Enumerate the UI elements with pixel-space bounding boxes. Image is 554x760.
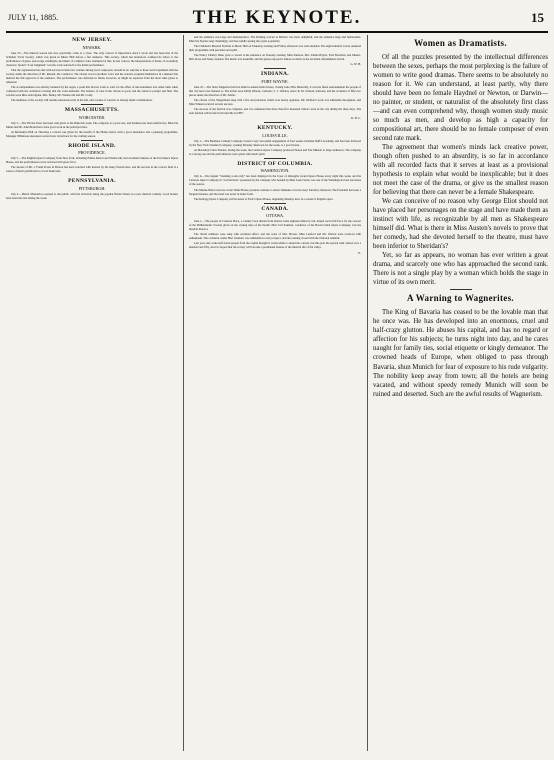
article-signature: E. — [358, 250, 361, 255]
article — [6, 143, 178, 177]
article-paragraph: The agreement that women's minds lack creative power, though often pushed to an absurdity, is so far in accordance with all recorded facts that it serves at least as a provisional hypothesis to explain what would be inexplicable; but it does not meet the case of the drama, or give us the smallest reason for believing that there can never be a female Shakespeare. — [373, 144, 548, 197]
article-dateline: PROVIDENCE. — [78, 150, 106, 156]
article-paragraph: July 4.—Harris' Museum re-opened to the public, with the attraction being the popular Harris Sisters in a new musical comedy. Good houses have been the rule during the week. — [6, 191, 178, 200]
article-dateline: OTTAWA. — [265, 213, 285, 219]
issue-date: JULY 11, 1885. — [8, 13, 59, 22]
column-middle — [189, 35, 361, 751]
article-paragraph: Yet, so far as appears, no woman has ever written a great drama, and scarcely one who has approached the second rank. There is not a single play by a woman which holds the stage in virtue of its own merit. — [373, 252, 548, 287]
article-dateline: WASHINGTON. — [260, 168, 290, 174]
article — [6, 107, 178, 141]
article-paragraph: The King of Bavaria has ceased to be the lovable man that he once was. He has developed into an enormous, cruel and half-crazy glutton. He abuses his capital, and has no regard or affection for his subjects; he turns night into day, and he cares naught for family ties, social etiquette or kingly demeanor. The crowned heads of Europe, when obliged to pass through Bavaria, shun Munich for fear of exposure to his rude vulgarity. The nobility keep away from town; all the hotels are being vacated, and without speedy remedy Munich will soon be ruined and deserted. Such are the awful results of Wagnerism. — [373, 309, 548, 398]
article-paragraph: Of all the puzzles presented by the intellectual differences between the sexes, perhaps the most perplexing is the failure of women to write good dramas. There seems to be absolutely no reason for it. We can understand, at least partly, why there should have been no female Haydnel or Newton, or Darwin—no painter, or student, or naturalist of the absolutely first class—and can even comprehend why, though women study music so much as men, and develop as high a capacity for compositional art, there should be no female composer of even second rate mark. — [373, 54, 548, 143]
article-paragraph: June 25.—The State Sängerfest held its ninth bi-annual festival here, closing June 29th. Musically, it was the finest entertainment the people of this city have ever listened to. The artists were Emily Winant, contralto; C. J. Weldon, tenor; R. M. Schwab, baritone; and the orchestra of fifty-two pieces under the direction of Mr. Zeitler. — [189, 84, 361, 97]
column-left — [6, 35, 178, 751]
article-heading: CANADA. — [261, 205, 289, 212]
masthead — [6, 4, 548, 34]
article-paragraph: July 5.—The Private Tutor has been well given at the Rink this week. The company is a good one, and business has been satisfactory. Miss Ida Mulle and Mr. John Brand have done good work in the principal rôles. — [6, 120, 178, 129]
article-paragraph: July 5.—The English Opera Company from New York, including Emma Abbott and Wentworth, had excellent business at the Providence Opera House, and the performances were received with great favor. — [6, 156, 178, 165]
article-heading: KENTUCKY. — [257, 125, 293, 132]
article-paragraph: At Mechanics Hall on Thursday a concert was given for the benefit of the Home Guard, with a good attendance and a pleasing programme. Manager Wilkinson announces several new attractions for the coming season. — [6, 129, 178, 138]
article-paragraph: That the organization has met with success in their new venture among local composers, should be no surprise to those well acquainted with the society, under the direction of Mr. Russell, the conductor. The chorus was in excellent voice and the soloists acquitted themselves in a manner that merited the full approval of the audience. The performance was deficient in finish, however, as might be expected from the short time given to rehearsal. — [6, 67, 178, 84]
section-separator — [264, 158, 286, 159]
article-heading: MASSACHUSETTS. — [64, 107, 120, 114]
article-dateline: WORCESTER. — [78, 114, 106, 120]
article-paragraph: The accompaniment was entirely rendered by the organ, a point that did not work so well, for the effect of the instrument was rather tame when compared with the orchestral coloring that the work demands. The balance of tone in the chorus is good, and the attack is prompt and firm. The soloists were Miss Ada Ogden, Mrs. Bailey, Mr. Wentworth and Mr. Conly. — [6, 84, 178, 97]
article — [189, 71, 361, 123]
section-separator — [81, 140, 103, 141]
article-paragraph: The success of the festival was complete, and it is estimated that more than five thousand visitors were in the city during the three days. The next festival will be held in Evansville in 1887. — [189, 107, 361, 116]
article — [189, 161, 361, 204]
article-paragraph: Last year only some half dozen people from the capital thought it worth while to attend the concert, but this year the special train carried over a hundred and fifty, and it is hoped that the society will become a permanent feature of the musical life of the valley. — [189, 241, 361, 250]
column-divider — [183, 35, 184, 751]
article-heading: NEW JERSEY. — [72, 37, 112, 43]
article-signature: G. W. H. — [350, 62, 361, 67]
article-paragraph: The Children's Musical Festival at Music Hall on Thursday evening and Friday afternoon was well attended. The eight hundred voices rendered their programme with precision and spirit. — [189, 44, 361, 53]
article-paragraph: The members of the society will resume rehearsals early in the fall, and a series of concerts is already under consideration. — [11, 98, 153, 103]
article-paragraph: The Nancy Charley Dano gave a concert at his residence on Tuesday evening. Miss Pandora, Mrs. Emma Baylor, Fred Bowman, and Messrs. Bell, Rose and Neely assisted. The music was beautiful, and the guests enjoyed it almost as much as the excellent refreshments served. — [189, 53, 361, 62]
column-right — [373, 35, 548, 751]
article-paragraph: and the audience was large and demonstrative. The Peaking concert at Belleve was most delightful, and the audience large and fashionable. Miss Ida Snyder sang charmingly, and has rapidly sprung into great popularity. — [189, 35, 361, 44]
article-paragraph: June 25.—The musical season has now practically come to a close. The only concert of importance since I wrote last has been that of the Schubert Vocal Society, which was given in Music Hall before a fair audience. This society, which has heretofore confined its labors to the performance of glees, part-songs, madrigals, and music of a lighter order, attempted at this, its last concert, the interpretation of music of an entirely character, Spohr's "Last Judgment" was the work selected for the initial performance. — [6, 50, 178, 67]
article — [373, 292, 548, 398]
article-paragraph: June 1.—The people of Carleton Place, a country town distant from Ottawa some eighteen miles by rail, turned out in full force for the concert of the Philharmonic Society given on the closing days of the month. Herr Carl Zeuman, conductor of the Boston Ideal Opera Company, was the musical director. — [189, 219, 361, 232]
masthead-rule — [6, 31, 548, 33]
article-paragraph: At Macauley's New Theatre, during the week, the Carleton Opera Company produced Nanon and The Mikado to large audiences. The company is a strong one and the performances were given with much spirit. — [189, 147, 361, 156]
article-heading: Women as Dramatists. — [414, 38, 507, 48]
article-dateline: LOUISVILLE. — [262, 132, 288, 138]
section-separator — [264, 203, 286, 204]
article-paragraph: July 1.—The Bandana Comedy Company closed a very successful engagement of four weeks at Daniel Duff's Academy, and has been followed by the New York Standard Company, opening Monday afternoon for the week, to a good house. — [189, 138, 361, 147]
page-number: 15 — [531, 10, 544, 25]
article-dateline: NEWARK. — [82, 44, 102, 50]
article-paragraph: July 4.—The legend "Standing room only" has been displayed in the foyer of Albaugh's Grand Opera House every night this week, and the Carleton Opera Company in "La Perichole" presented by the company who headed by Miss Laura Stout, was one of the Washington's best successes of the season. — [189, 174, 361, 187]
section-separator — [264, 122, 286, 123]
article-paragraph: The choral numbers were sung with excellent effect, and the solos of Mrs. Brown, Miss Lanford and Mr. Warren were received with enthusiasm. The orchestra, under Herr Zeuman, was admirable in every respect, and the evening closed with the National Anthem. — [189, 232, 361, 241]
article-heading: A Warning to Wagnerites. — [407, 293, 514, 304]
article-paragraph: The Marine Band concerts on the White House grounds continue to attract immense crowds every Saturday afternoon. The President has been a frequent listener, and the band was never in better form. — [189, 187, 361, 196]
publication-title: THE KEYNOTE. — [192, 7, 362, 28]
newspaper-page — [6, 4, 548, 756]
article — [189, 35, 361, 69]
article-heading: DISTRICT OF COLUMBIA. — [237, 160, 313, 167]
article-signature: R. H. C. — [351, 116, 361, 121]
article-paragraph: The chorus of the Sängerbund sang with a fire and precision which won hearty applause. Mr. Weldon's work was admirable throughout, and Miss Winant received several encores. — [189, 97, 361, 107]
article — [6, 178, 178, 200]
article-paragraph: We can conceive of no reason why George Eliot should not have placed her personages on the stage and have made them as instinct with life, as recognizable by all men as Shakespeare himself did. What is there in Miss Austen's novels to prove that her comedy, had she devoted herself to the theatre, must have been inferior to Sheridan's? — [373, 198, 548, 251]
article — [6, 37, 178, 105]
article-paragraph: The decade of Mr. J. Frank Porter in Boston has been watched with interest by his many friends here, and his success in the concert field is a source of much gratification to local musicians. — [6, 165, 178, 174]
article-dateline: FORT WAYNE. — [261, 78, 289, 84]
article-paragraph: The Kellogg Opera Company will be heard at Ford's Opera House, beginning Monday next, in a round of English opera. — [194, 196, 334, 201]
section-separator — [264, 68, 286, 69]
section-separator — [81, 175, 103, 176]
article — [373, 37, 548, 290]
article — [189, 125, 361, 159]
section-separator — [81, 104, 103, 105]
article-heading: RHODE ISLAND. — [68, 142, 116, 149]
article-heading: PENNSYLVANIA. — [68, 178, 116, 185]
article-dateline: PITTSBURGH. — [78, 185, 106, 191]
article — [189, 206, 361, 255]
section-separator — [450, 289, 472, 290]
column-divider — [367, 35, 368, 751]
article-heading: INDIANA. — [261, 71, 289, 78]
